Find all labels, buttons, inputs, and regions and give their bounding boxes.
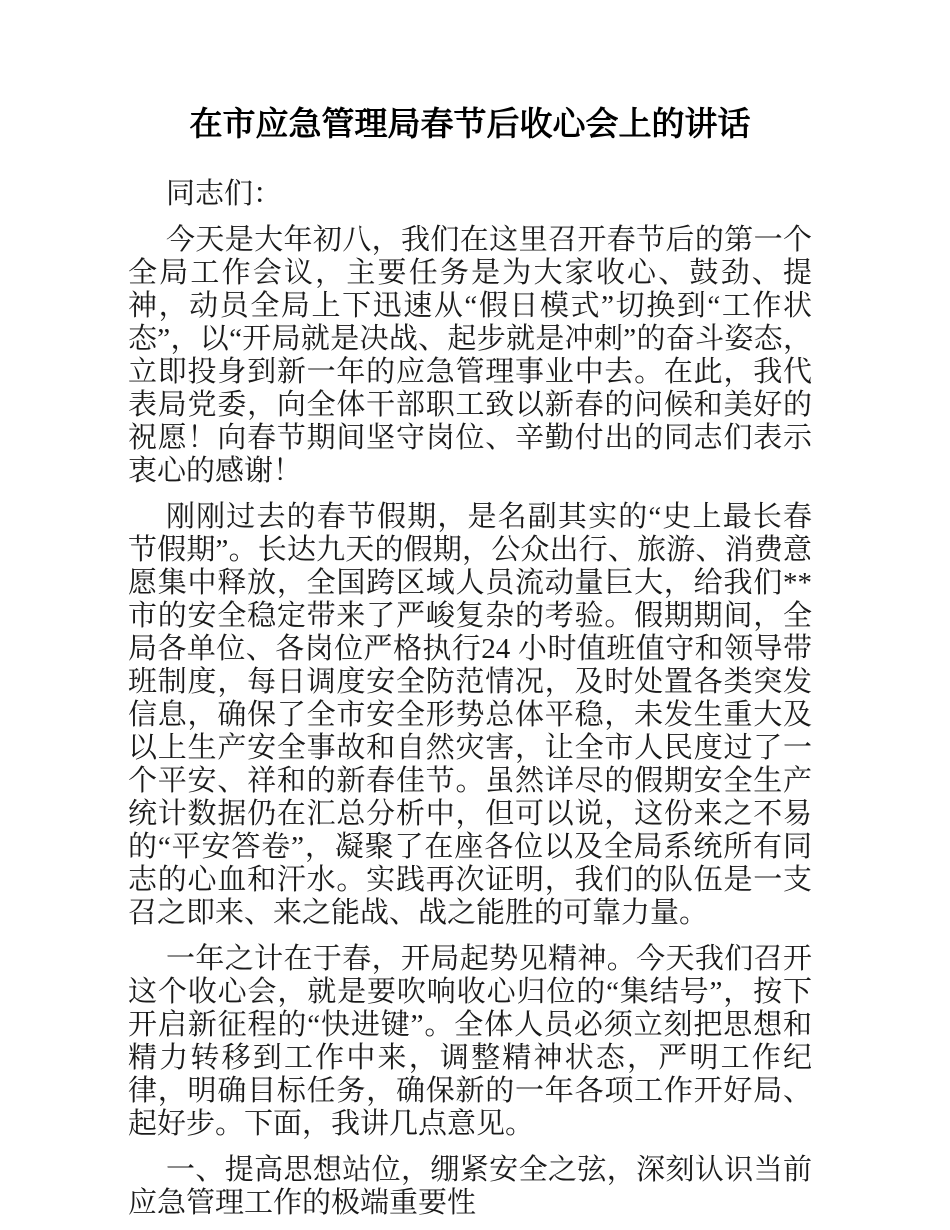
paragraph-opening: 今天是大年初八，我们在这里召开春节后的第一个全局工作会议，主要任务是为大家收心、鼓劲、提神，动员全局上下迅速从“假日模式”切换到“工作状态”，以“开局就是决战、起步就是冲刺”的奋斗姿态，立即投身到新一年的应急管理事业中去。在此，我代表局党委，向全体干部职工致以新春的问候和美好的祝愿！向春节期间坚守岗位、辛勤付出的同志们表示衷心的感谢！ — [128, 224, 812, 487]
document-title: 在市应急管理局春节后收心会上的讲话 — [189, 105, 751, 142]
section-heading-1: 一、提高思想站位，绷紧安全之弦，深刻认识当前应急管理工作的极端重要性 — [128, 1154, 812, 1219]
salutation: 同志们： — [166, 178, 283, 210]
paragraph-holiday-review: 刚刚过去的春节假期，是名副其实的“史上最长春节假期”。长达九天的假期，公众出行、旅游、消费意愿集中释放，全国跨区域人员流动量巨大，给我们**市的安全稳定带来了严峻复杂的考验。假期期间，全局各单位、各岗位严格执行24 小时值班值守和领导带班制度，每日调度安全防范情况，及时处置各类突发信息，确保了全市安全形势总体平稳，未发生重大及以上生产安全事故和自然灾害，让全市人民度过了一个平安、祥和的新春佳节。虽然详尽的假期安全生产统计数据仍在汇总分析中，但可以说，这份来之不易的“平安答卷”，凝聚了在座各位以及全局系统所有同志的心血和汗水。实践再次证明，我们的队伍是一支召之即来、来之能战、战之能胜的可靠力量。 — [128, 501, 812, 929]
paragraph-mobilization: 一年之计在于春，开局起势见精神。今天我们召开这个收心会，就是要吹响收心归位的“集结号”，按下开启新征程的“快进键”。全体人员必须立刻把思想和精力转移到工作中来，调整精神状态，严明工作纪律，明确目标任务，确保新的一年各项工作开好局、起好步。下面，我讲几点意见。 — [128, 943, 812, 1140]
